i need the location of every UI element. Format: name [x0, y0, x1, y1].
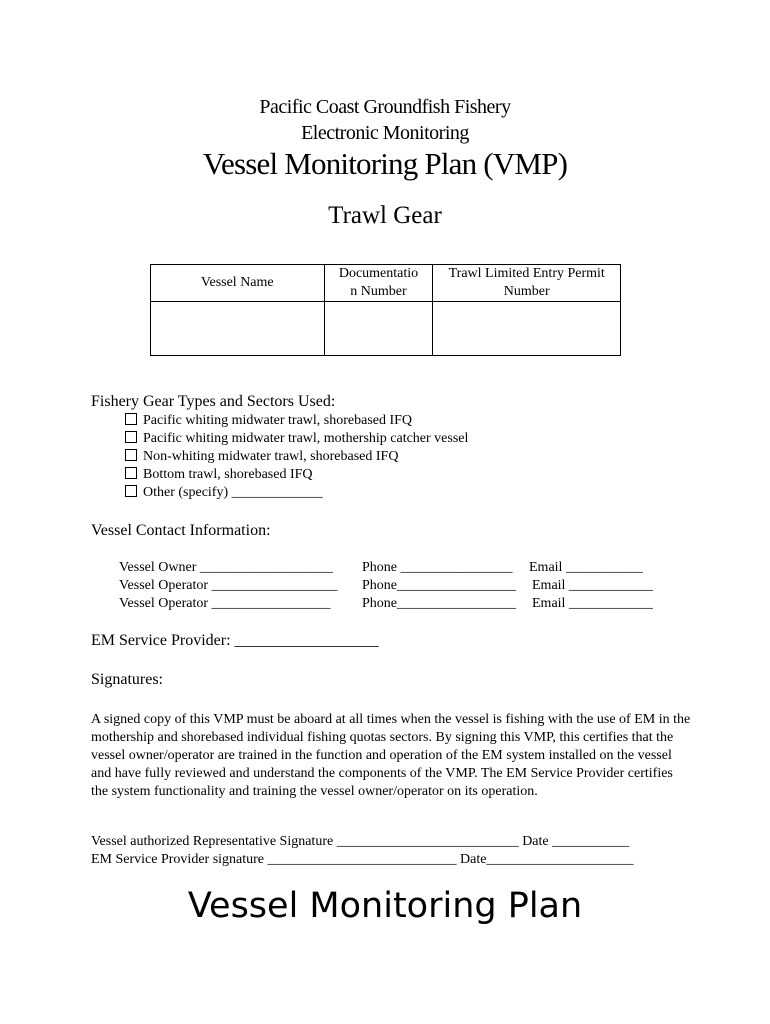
- permit-number-cell[interactable]: [433, 302, 621, 356]
- owner-phone[interactable]: Phone ________________: [362, 560, 513, 575]
- gear-option[interactable]: Pacific whiting midwater trawl, shorebased IFQ: [125, 412, 468, 430]
- checkbox-icon[interactable]: [125, 449, 137, 461]
- operator2-phone[interactable]: Phone_________________: [362, 596, 516, 611]
- program-subtitle: Electronic Monitoring: [301, 122, 469, 144]
- gear-option[interactable]: Bottom trawl, shorebased IFQ: [125, 466, 468, 484]
- representative-signature-line[interactable]: Vessel authorized Representative Signature __________________________ Date ___________: [91, 834, 630, 849]
- operator2-role[interactable]: Vessel Operator _________________: [119, 596, 331, 611]
- em-provider-field[interactable]: EM Service Provider: __________________: [91, 632, 379, 649]
- footer-title: Vessel Monitoring Plan: [187, 886, 583, 926]
- signatures-heading: Signatures:: [91, 671, 163, 688]
- operator-phone[interactable]: Phone_________________: [362, 578, 516, 593]
- owner-role[interactable]: Vessel Owner ___________________: [119, 560, 333, 575]
- operator-role[interactable]: Vessel Operator __________________: [119, 578, 338, 593]
- vessel-info-table: [150, 264, 621, 356]
- gear-option[interactable]: Non-whiting midwater trawl, shorebased IFQ: [125, 448, 468, 466]
- gear-heading: Fishery Gear Types and Sectors Used:: [91, 393, 336, 410]
- checkbox-icon[interactable]: [125, 431, 137, 443]
- signatures-paragraph: A signed copy of this VMP must be aboard at all times when the vessel is fishing with the use of EM in the mothership and shorebased individual fishing quotas sectors. By signing this VMP, this certifies that the vessel owner/operator are trained in the function and operation of the EM system installed on the vessel and have fully reviewed and understand the components of the VMP. The EM Service Provider certifies the system functionality and training the vessel owner/operator on its operation.: [91, 712, 691, 799]
- vessel-name-header: Vessel Name: [151, 265, 325, 302]
- contact-heading: Vessel Contact Information:: [91, 522, 271, 539]
- operator-email[interactable]: Email ____________: [532, 578, 653, 593]
- gear-title: Trawl Gear: [328, 202, 442, 229]
- checkbox-icon[interactable]: [125, 413, 137, 425]
- vessel-name-cell[interactable]: [151, 302, 325, 356]
- permit-number-header: Trawl Limited Entry Permit Number: [433, 265, 621, 302]
- checkbox-icon[interactable]: [125, 467, 137, 479]
- documentation-number-header: Documentatio n Number: [324, 265, 433, 302]
- program-title: Pacific Coast Groundfish Fishery: [259, 96, 511, 118]
- provider-signature-line[interactable]: EM Service Provider signature ___________________________ Date_____________________: [91, 852, 634, 867]
- operator2-email[interactable]: Email ____________: [532, 596, 653, 611]
- gear-option[interactable]: Pacific whiting midwater trawl, mothership catcher vessel: [125, 430, 468, 448]
- gear-checklist: [125, 412, 468, 502]
- documentation-number-cell[interactable]: [324, 302, 433, 356]
- owner-email[interactable]: Email ___________: [529, 560, 643, 575]
- document-title: Vessel Monitoring Plan (VMP): [202, 146, 568, 181]
- gear-option[interactable]: Other (specify) _____________: [125, 484, 468, 502]
- checkbox-icon[interactable]: [125, 485, 137, 497]
